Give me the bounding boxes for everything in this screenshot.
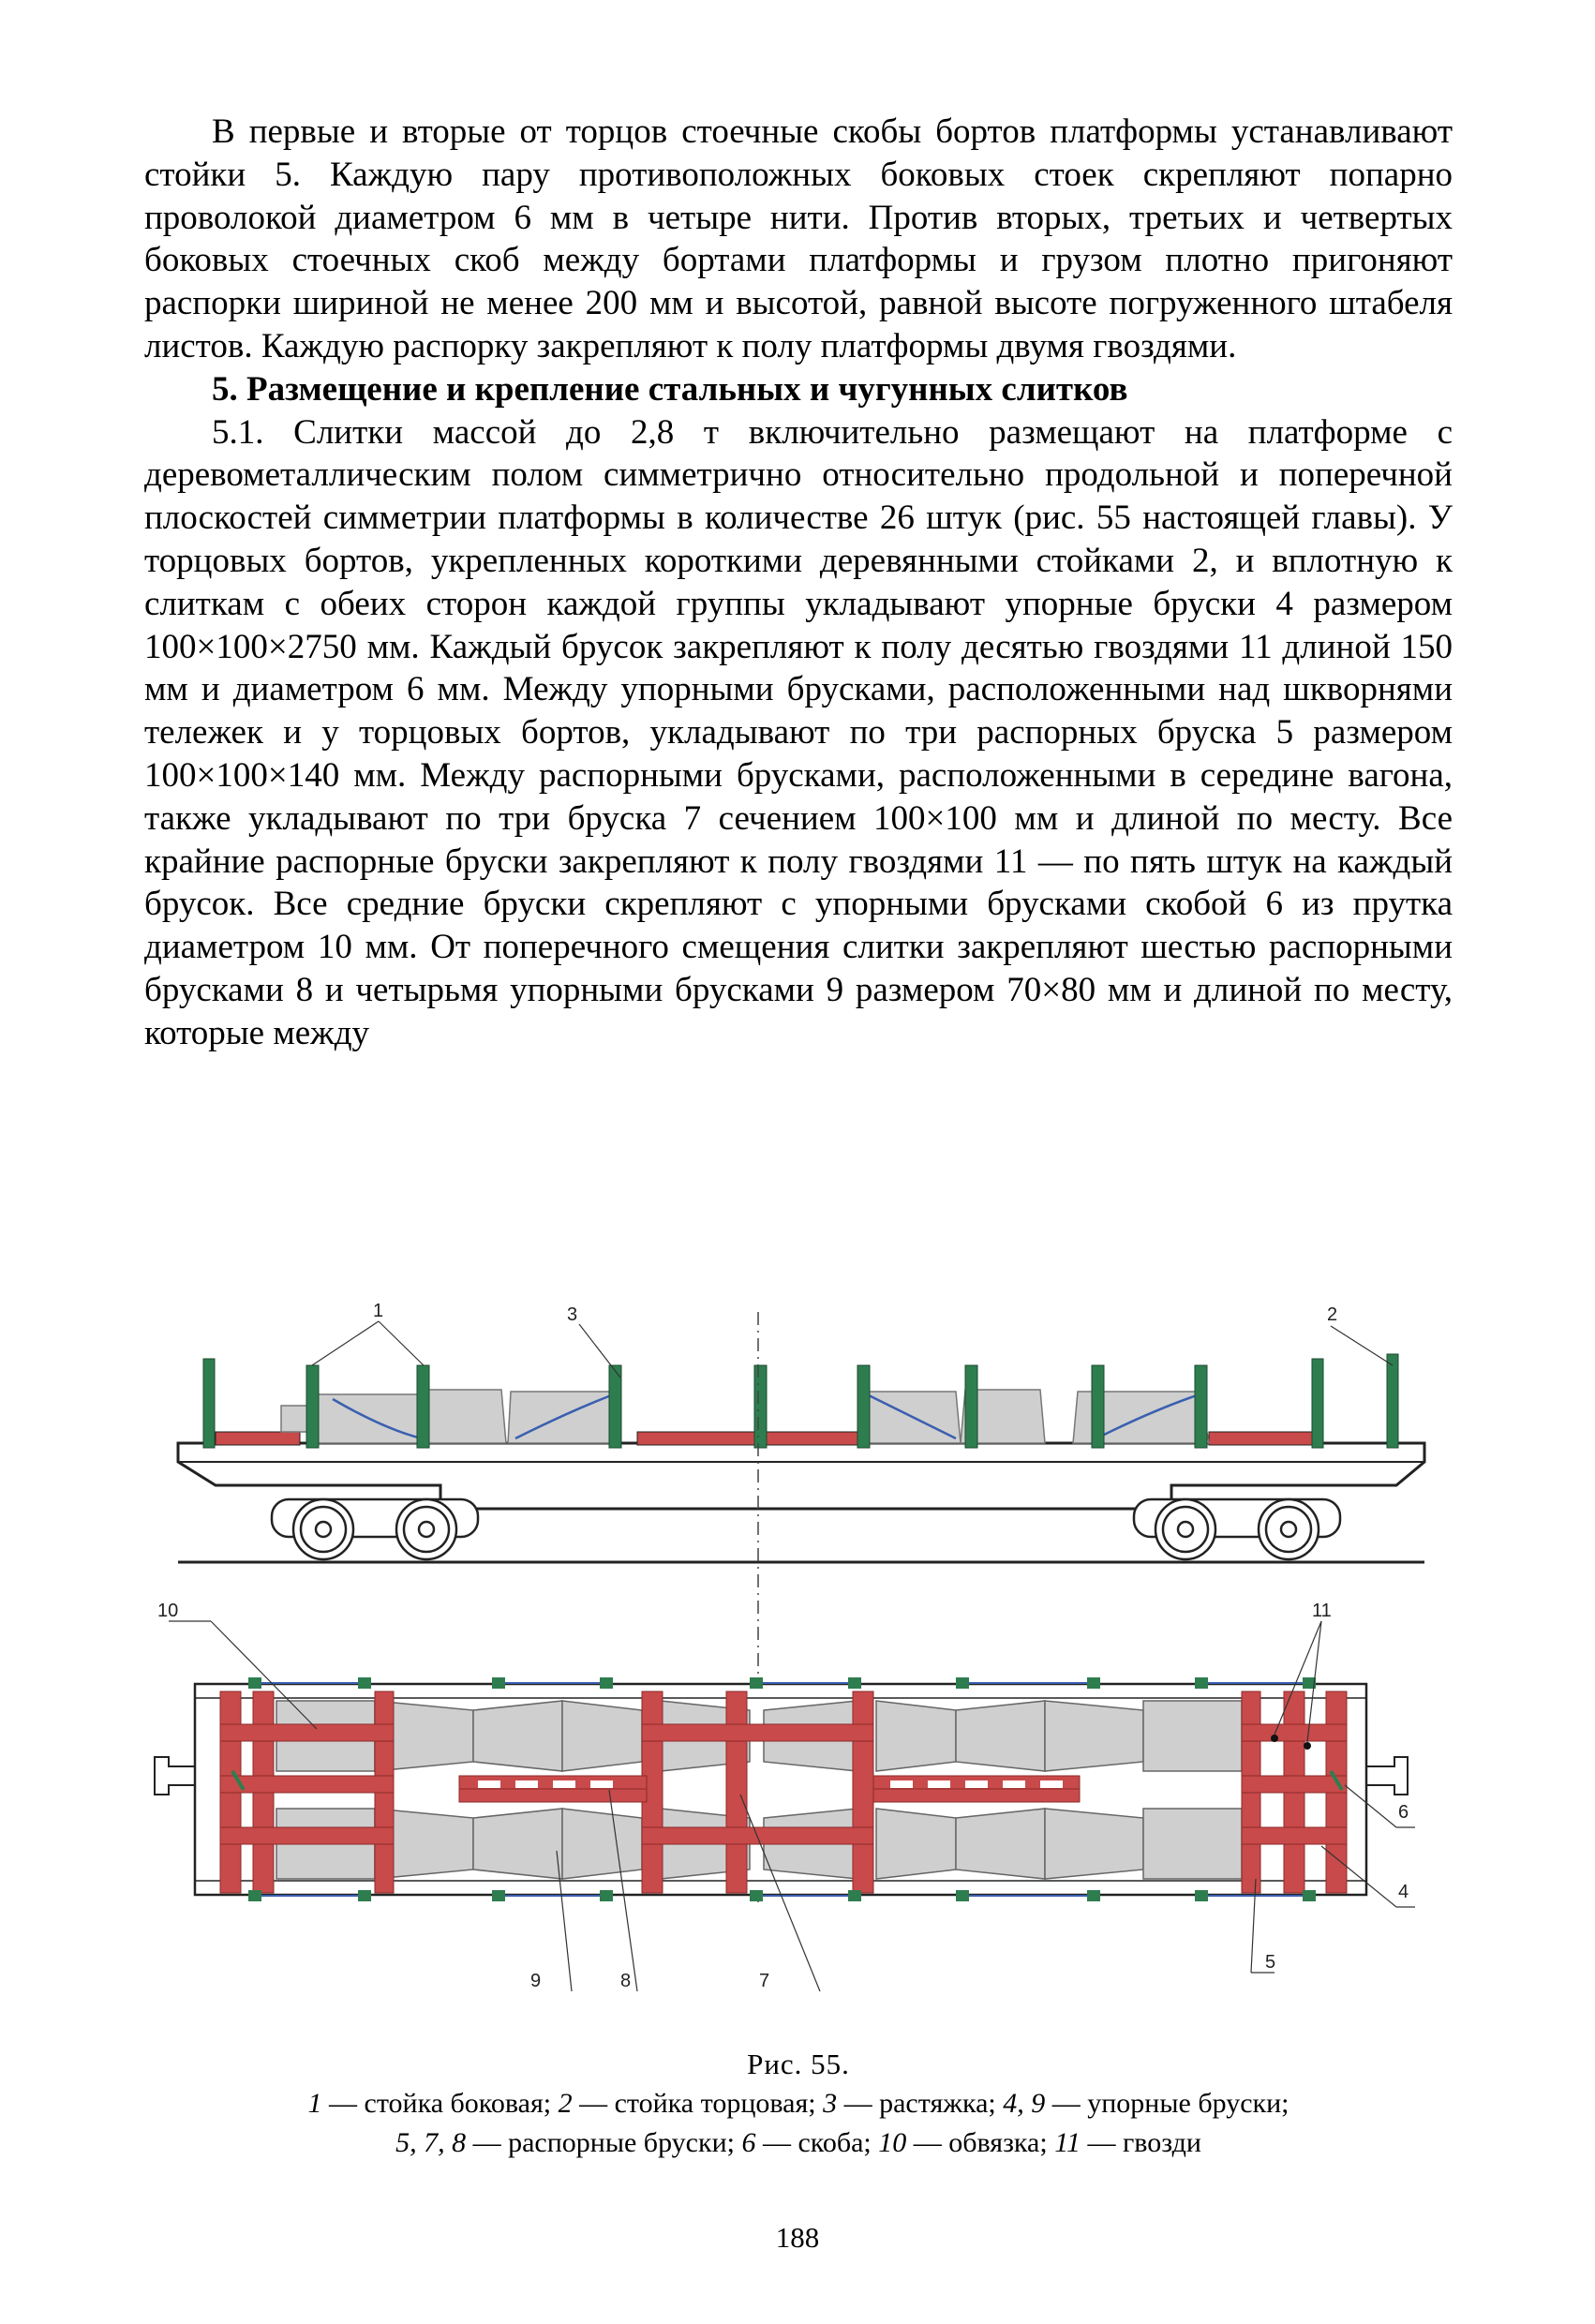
legend-text: — упорные бруски; — [1045, 2088, 1289, 2119]
legend-text: — распорные бруски; — [466, 2127, 742, 2158]
label-11: 11 — [1312, 1601, 1332, 1621]
legend-num: 6 — [741, 2127, 756, 2158]
label-10: 10 — [157, 1601, 179, 1621]
body-text — [144, 111, 1453, 1055]
legend-num: 1 — [307, 2088, 322, 2119]
legend-text: — стойка боковая; — [321, 2088, 559, 2119]
legend-num: 10 — [878, 2127, 907, 2158]
figure-caption — [144, 2045, 1453, 2163]
label-9: 9 — [530, 1971, 542, 1991]
caption-legend-line-1 — [144, 2084, 1453, 2123]
legend-num: 2 — [558, 2088, 573, 2119]
section-heading: 5. Размещение и крепление стальных и чугунных слитков — [212, 369, 1128, 409]
legend-num: 4, 9 — [1003, 2088, 1046, 2119]
label-4: 4 — [1398, 1882, 1409, 1902]
label-2: 2 — [1327, 1304, 1338, 1325]
top-view — [155, 1601, 1415, 1991]
legend-text: — растяжка; — [837, 2088, 1004, 2119]
caption-title: Рис. 55. — [747, 2048, 850, 2080]
legend-num: 3 — [823, 2088, 838, 2119]
paragraph-posts: В первые и вторые от торцов стоечные скобы бортов платформы устанавливают стойки 5. Каждую пару противоположных боковых стоек скрепляют попарно проволокой диаметром 6 мм в четыре нити. Против вторых, третьих и четвертых боковых стоечных скоб между бортами платформы и грузом плотно пригоняют распорки шириной не менее 200 мм и высотой, равной высоте погруженного штабеля листов. Каждую распорку закрепляют к полу платформы двумя гвоздями. — [144, 112, 1453, 365]
label-3: 3 — [567, 1304, 578, 1325]
platform-loading-drawing — [141, 1298, 1453, 2048]
label-1: 1 — [373, 1301, 384, 1321]
legend-text: — обвязка; — [906, 2127, 1055, 2158]
legend-text: — скоба; — [755, 2127, 879, 2158]
page-number: 188 — [775, 2221, 820, 2254]
legend-num: 11 — [1054, 2127, 1081, 2158]
label-5: 5 — [1265, 1952, 1276, 1973]
legend-num: 5, 7, 8 — [395, 2127, 467, 2158]
figure-55 — [141, 1298, 1453, 2048]
label-8: 8 — [620, 1971, 632, 1991]
label-7: 7 — [759, 1971, 770, 1991]
legend-text: — гвозди — [1081, 2127, 1201, 2158]
label-6: 6 — [1398, 1802, 1409, 1823]
legend-text: — стойка торцовая; — [572, 2088, 824, 2119]
paragraph-ingots: 5.1. Слитки массой до 2,8 т включительно размещают на платформе с деревометаллическим полом симметрично относительно продольной и поперечной плоскостей симметрии платформы в количестве 26 штук (рис. 55 настоящей главы). У торцовых бортов, укрепленных короткими деревянными стойками 2, и вплотную к слиткам с обеих сторон каждой группы укладывают упорные бруски 4 размером 100×100×2750 мм. Каждый брусок закрепляют к полу десятью гвоздями 11 длиной 150 мм и диаметром 6 мм. Между упорными брусками, расположенными над шкворнями тележек и у торцовых бортов, укладывают по три распорных бруска 5 размером 100×100×140 мм. Между распорными брусками, расположенными в середине вагона, также укладывают по три бруска 7 сечением 100×100 мм и длиной по месту. Все крайние распорные бруски закрепляют к полу гвоздями 11 — по пять штук на каждый брусок. Все средние бруски скрепляют с упорными брусками скобой 6 из прутка диаметром 10 мм. От поперечного смещения слитки закрепляют шестью распорными брусками 8 и четырьмя упорными брусками 9 размером 70×80 мм и длиной по месту, которые между — [144, 412, 1453, 1052]
caption-legend-line-2 — [144, 2123, 1453, 2163]
